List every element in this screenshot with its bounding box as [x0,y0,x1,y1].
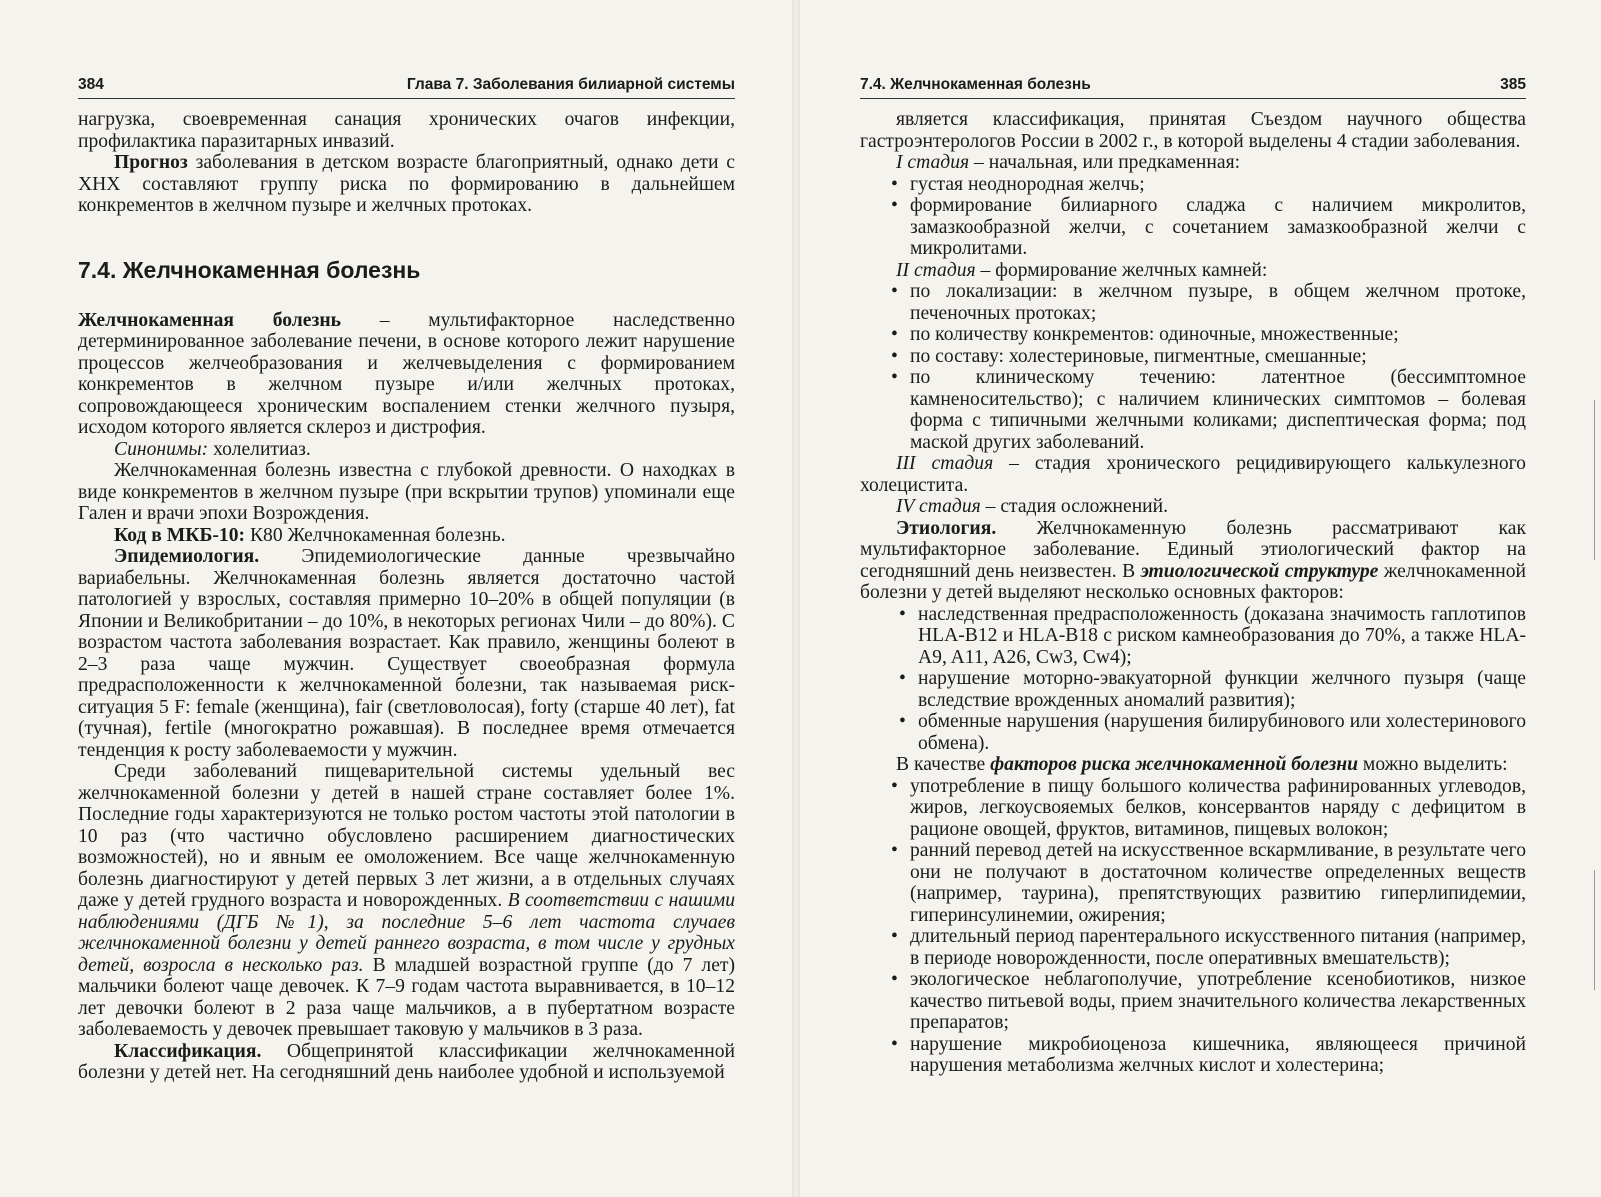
right-running-title: 7.4. Желчнокаменная болезнь [860,76,1091,93]
stage-2-heading: II стадия – формирование желчных камней: [896,259,1268,281]
icd-label: Код в МКБ-10: [114,524,246,546]
frequency-paragraph: Среди заболеваний пищеварительной системы удельный вес желчнокаменной болезни у детей в нашей стране составляет более 1%. Последние годы характеризуются не только ростом частоты этой патологии в 10 раз (что частично обусловлено расширением диагностических возможностей), но и явным ее омоложением. Все чаще желчнокаменную болезнь диагностируют у детей первых 3 лет жизни, а в отдельных случаях даже у детей грудного возраста и новорожденных. В соответствии с нашими наблюдениями (ДГБ №1), за последние 5–6 лет частота случаев желчнокаменной болезни у детей раннего возраста, в том числе у грудных детей, возросла в несколько раз. В младшей возрастной группе (до 7 лет) мальчики болеют чаще девочек. К 7–9 годам частота выравнивается, в 10–12 лет девочки болеют в 2 раза чаще мальчиков, а в пубертатном возрасте заболеваемость у девочек превышает таковую у мальчиков в 3 раза. [78,761,735,1040]
list-item: • по количеству конкрементов: одиночные, множественные; [910,324,1526,346]
etiology-paragraph: Этиология. Желчнокаменную болезнь рассматривают как мультифакторное заболевание. Единый этиологический фактор на сегодняшний день неизвестен. В этиологической структуре желчнокаменной болезни у детей выделяют несколько основных факторов: [860,517,1526,603]
list-item: • обменные нарушения (нарушения билирубинового или холестеринового обмена). [918,711,1526,754]
prognosis-label: Прогноз [114,152,188,173]
list-item: • формирование билиарного сладжа с наличием микролитов, замазкообразной желчи, с сочетанием замазкообразной желчи с микролитами. [910,195,1526,260]
observation-italic: В соответствии с нашими наблюдениями (ДГБ №1), за последние 5–6 лет частота случаев желчнокаменной болезни у детей раннего возраста, в том числе у грудных детей, возросла в несколько раз. [78,890,735,976]
right-running-header [860,76,1526,99]
right-page-number: 385 [1500,76,1526,93]
list-item: • нарушение моторно-эвакуаторной функции желчного пузыря (чаще вследствие врожденных аномалий развития); [918,668,1526,711]
section-title: 7.4. Желчнокаменная болезнь [78,256,421,283]
icd-paragraph: Код в МКБ-10: К80 Желчнокаменная болезнь. [114,524,506,546]
definition-paragraph: Желчнокаменная болезнь – мультифакторное наследственно детерминированное заболевание печени, в основе которого лежит нарушение процессов желчеобразования и желчевыделения с формированием конкрементов в желчном пузыре и/или желчных протоках, сопровождающееся хроническим воспалением стенки желчного пузыря, исходом которого является склероз и дистрофия. [78,309,735,438]
list-item: • наследственная предрасположенность (доказана значимость гаплотипов HLA-B12 и HLA-B18 с риском камнеобразования до 70%, а также HLA-A9, A11, A26, Cw3, Cw4); [918,604,1526,669]
right-paragraph-1: является классификация, принятая Съездом научного общества гастроэнтерологов России в 2002 г., в которой выделены 4 стадии заболевания. [860,109,1526,152]
stage-1-list [860,174,1526,260]
etiology-list [860,604,1526,755]
risk-factors-intro: В качестве факторов риска желчнокаменной болезни можно выделить: [896,754,1508,775]
left-running-title: Глава 7. Заболевания билиарной системы [406,76,735,93]
list-item: • по клиническому течению: латентное (бессимптомное камненосительство); с наличием клинических симптомов – болевая форма с типичными желчными коликами; диспептическая форма; под маской других заболеваний. [910,367,1526,453]
left-paragraph-1: нагрузка, своевременная санация хронических очагов инфекции, профилактика паразитарных инвазий. [78,109,735,152]
synonyms-paragraph: Синонимы: холелитиаз. [114,438,311,460]
list-item: • по локализации: в желчном пузыре, в общем желчном протоке, печеночных протоках; [910,281,1526,324]
stage-4-paragraph: IV стадия – стадия осложнений. [896,496,1169,517]
history-paragraph: Желчнокаменная болезнь известна с глубокой древности. О находках в виде конкрементов в желчном пузыре (при вскрытии трупов) упоминали еще Гален и врачи эпохи Возрождения. [78,460,735,524]
stage-1-heading: I стадия – начальная, или предкаменная: [896,152,1241,173]
list-item: • длительный период парентерального искусственного питания (например, в периоде новорожденности, после оперативных вмешательств); [910,926,1526,969]
stage-4-label: IV стадия [896,496,981,517]
epidemiology-paragraph: Эпидемиология. Эпидемиологические данные чрезвычайно вариабельны. Желчнокаменная болезнь является достаточно частой патологией у взрослых, составляя примерно 10–20% в общей популяции (в Японии и Великобритании – до 10%, в некоторых регионах Чили – до 80%). С возрастом частота заболевания возрастает. Как правило, женщины болеют в 2–3 раза чаще мужчин. Существует своеобразная формула предрасположенности к желчнокаменной болезни, так называемая риск-ситуация 5 F: female (женщина), fair (светловолосая), forty (старше 40 лет), fat (тучная), fertile (многократно рожавшая). В последнее время отмечается тенденция к росту заболеваемости у мужчин. [78,546,735,761]
stage-1-label: I стадия [896,152,970,173]
list-item: • по составу: холестериновые, пигментные, смешанные; [910,346,1526,368]
classification-paragraph: Классификация. Общепринятой классификации желчнокаменной болезни у детей нет. На сегодняшний день наиболее удобной и используемой [78,1040,735,1083]
left-running-header [78,76,735,99]
left-page-number: 384 [78,76,104,93]
left-page [0,0,790,1197]
book-gutter [792,0,800,1197]
definition-term: Желчнокаменная болезнь [78,309,342,331]
list-item: • ранний перевод детей на искусственное вскармливание, в результате чего они не получают в достаточном количестве определенных веществ (например, таурина), препятствующих развитию гиперлипидемии, гиперинсулинемии, ожирения; [910,840,1526,926]
epidemiology-label: Эпидемиология. [114,546,260,567]
etiology-emphasis: этиологической структуре [1140,560,1379,582]
risk-factors-emphasis: факторов риска желчнокаменной болезни [990,754,1359,775]
stage-3-paragraph: III стадия – стадия хронического рецидивирующего калькулезного холецистита. [860,453,1526,496]
page-edge-mark [1594,870,1595,990]
list-item: • нарушение микробиоценоза кишечника, являющееся причиной нарушения метаболизма желчных кислот и холестерина; [910,1034,1526,1077]
stage-3-label: III стадия [896,453,994,474]
page-edge-mark [1594,400,1595,560]
list-item: • густая неоднородная желчь; [910,174,1526,196]
list-item: • экологическое неблагополучие, употребление ксенобиотиков, низкое качество питьевой воды, прием значительного количества лекарственных препаратов; [910,969,1526,1034]
stage-2-label: II стадия [896,259,976,281]
stage-2-list [860,281,1526,453]
synonyms-label: Синонимы: [114,438,209,460]
classification-label: Классификация. [114,1040,262,1062]
list-item: • употребление в пищу большого количества рафинированных углеводов, жиров, легкоусвояемых белков, консервантов наряду с дефицитом в рационе овощей, фруктов, витаминов, пищевых волокон; [910,776,1526,841]
right-page [800,0,1601,1197]
prognosis-paragraph: Прогноз заболевания в детском возрасте благоприятный, однако дети с ХНХ составляют группу риска по формированию в дальнейшем конкрементов в желчном пузыре и желчных протоках. [78,152,735,216]
etiology-label: Этиология. [896,517,997,539]
risk-factors-list [860,776,1526,1077]
